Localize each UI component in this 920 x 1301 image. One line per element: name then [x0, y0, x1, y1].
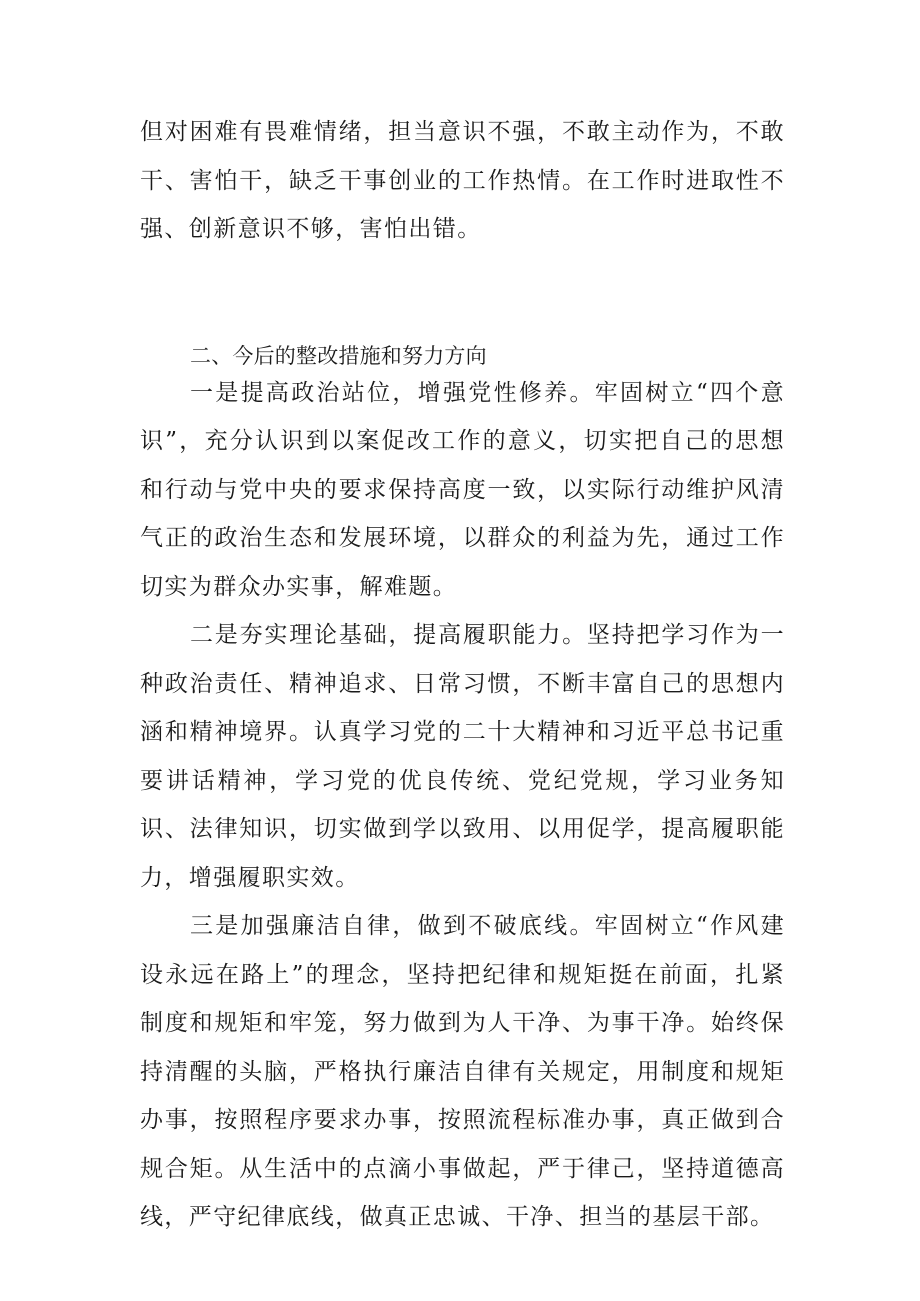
- continuation-paragraph: 但对困难有畏难情绪，担当意识不强，不敢主动作为，不敢干、害怕干，缺乏干事创业的工作热情。在工作时进取性不强、创新意识不够，害怕出错。: [140, 119, 785, 242]
- measure-paragraph-3: 三是加强廉洁自律，做到不破底线。牢固树立“作风建设永远在路上”的理念，坚持把纪律和规矩挺在前面，扎紧制度和规矩和牢笼，努力做到为人干净、为事干净。始终保持清醒的头脑，严格执行廉洁自律有关规定，用制度和规矩办事，按照程序要求办事，按照流程标准办事，真正做到合规合矩。从生活中的点滴小事做起，严于律己，坚持道德高线，严守纪律底线，做真正忠诚、干净、担当的基层干部。: [140, 913, 785, 1230]
- document-body: [140, 108, 785, 1242]
- section-heading: 二、今后的整改措施和努力方向: [190, 343, 487, 368]
- measure-paragraph-2: 二是夯实理论基础，提高履职能力。坚持把学习作为一种政治责任、精神追求、日常习惯，不断丰富自己的思想内涵和精神境界。认真学习党的二十大精神和习近平总书记重要讲话精神，学习党的优良传统、党纪党规，学习业务知识、法律知识，切实做到学以致用、以用促学，提高履职能力，增强履职实效。: [140, 622, 785, 891]
- measure-paragraph-1: 一是提高政治站位，增强党性修养。牢固树立“四个意识”，充分认识到以案促改工作的意义，切实把自己的思想和行动与党中央的要求保持高度一致，以实际行动维护风清气正的政治生态和发展环境，以群众的利益为先，通过工作切实为群众办实事，解难题。: [140, 379, 785, 600]
